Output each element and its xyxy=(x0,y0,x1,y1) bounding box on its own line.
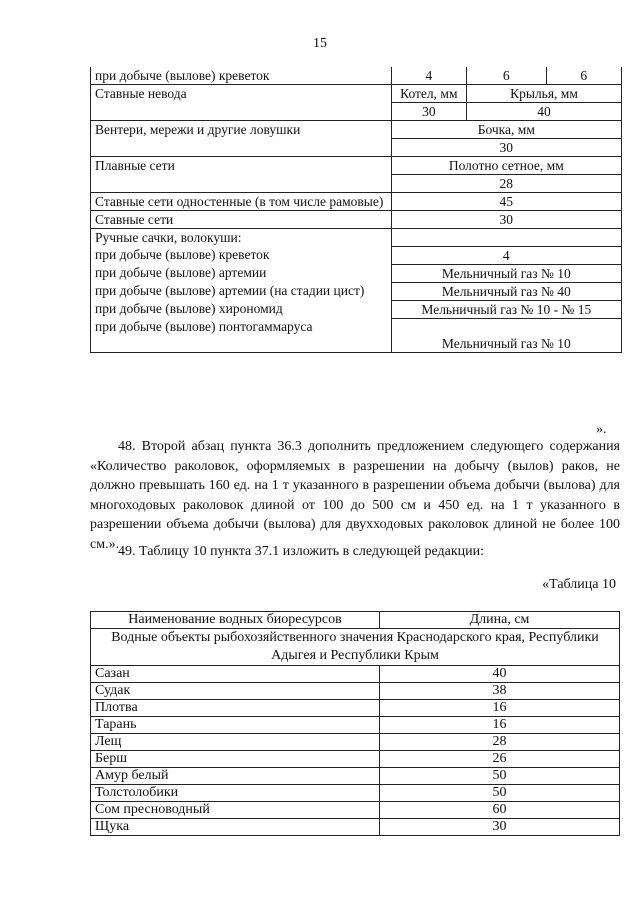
cell-value: 6 xyxy=(546,67,621,85)
table-row xyxy=(91,229,622,247)
gear-mesh-table xyxy=(90,67,622,353)
cell-value: 30 xyxy=(391,139,621,157)
table-row xyxy=(91,734,620,751)
cell-header: Бочка, мм xyxy=(391,121,621,139)
cell-empty xyxy=(391,229,621,247)
species-length: 16 xyxy=(380,717,620,734)
row-name: Ставные сети одностенные (в том числе рамовые) xyxy=(91,193,392,211)
paragraph-49: 49. Таблицу 10 пункта 37.1 изложить в следующей редакции: xyxy=(118,544,485,559)
header-length: Длина, см xyxy=(380,612,620,629)
cell-value: 40 xyxy=(467,103,622,121)
table-header-row xyxy=(91,612,620,629)
table-row xyxy=(91,819,620,836)
row-name: Ставные невода xyxy=(91,85,392,121)
cell-value: Мельничный газ № 10 - № 15 xyxy=(391,300,621,318)
cell-value: 4 xyxy=(391,246,621,264)
row-name: при добыче (вылове) креветок xyxy=(91,67,392,85)
row-name: при добыче (вылове) креветок xyxy=(91,246,392,264)
species-name: Сазан xyxy=(91,666,380,683)
species-length: 28 xyxy=(380,734,620,751)
table-row xyxy=(91,67,622,85)
species-name: Плотва xyxy=(91,700,380,717)
row-name: Ставные сети xyxy=(91,211,392,229)
species-length: 60 xyxy=(380,802,620,819)
table-row xyxy=(91,193,622,211)
species-length: 38 xyxy=(380,683,620,700)
row-name: при добыче (вылове) артемии xyxy=(91,264,392,282)
species-name: Сом пресноводный xyxy=(91,802,380,819)
cell-header: Крылья, мм xyxy=(467,85,622,103)
table-row xyxy=(91,264,622,282)
species-length: 26 xyxy=(380,751,620,768)
cell-value: 28 xyxy=(391,175,621,193)
table-row xyxy=(91,717,620,734)
species-length: 50 xyxy=(380,785,620,802)
table-row xyxy=(91,700,620,717)
cell-header: Полотно сетное, мм xyxy=(391,157,621,175)
cell-value: 6 xyxy=(467,67,547,85)
row-name: Плавные сети xyxy=(91,157,392,193)
cell-value: Мельничный газ № 10 xyxy=(391,318,621,353)
row-name: при добыче (вылове) хирономид xyxy=(91,300,392,318)
cell-value: 4 xyxy=(391,67,466,85)
species-length: 16 xyxy=(380,700,620,717)
paragraph-48: 48. Второй абзац пункта 36.3 дополнить предложением следующего содержания «Количество раколовок, оформляемых в разрешении на добычу (вылов) раков, не должно превышать 160 ед. на 1 т указанного в разрешении объема добычи (вылова) для многоходовых раколовок длиной от 100 до 500 см и 450 ед. на 1 т указанного в разрешении объема добычи (вылова) для двухходовых раколовок длиной не более 100 см.». xyxy=(90,439,620,552)
table-row xyxy=(91,282,622,300)
cell-value: 30 xyxy=(391,211,621,229)
species-length: 50 xyxy=(380,768,620,785)
species-name: Тарань xyxy=(91,717,380,734)
row-name: при добыче (вылове) понтогаммаруса xyxy=(91,318,392,353)
table-row xyxy=(91,300,622,318)
row-name: Вентери, мережи и другие ловушки xyxy=(91,121,392,157)
table-row xyxy=(91,683,620,700)
cell-value: 45 xyxy=(391,193,621,211)
cell-header: Котел, мм xyxy=(391,85,466,103)
table-row xyxy=(91,629,620,666)
species-length: 30 xyxy=(380,819,620,836)
page-number: 15 xyxy=(313,36,327,51)
table-10-body xyxy=(91,666,620,836)
row-name: при добыче (вылове) артемии (на стадии цист) xyxy=(91,282,392,300)
cell-value: 30 xyxy=(391,103,466,121)
species-name: Амур белый xyxy=(91,768,380,785)
species-name: Щука xyxy=(91,819,380,836)
table-10-title: «Таблица 10 xyxy=(542,577,616,592)
table-row xyxy=(91,666,620,683)
table-row xyxy=(91,85,622,103)
region-row: Водные объекты рыбохозяйственного значения Краснодарского края, Республики Адыгея и Республики Крым xyxy=(91,629,620,666)
closing-quote: ». xyxy=(596,422,607,437)
table-row xyxy=(91,768,620,785)
table-row xyxy=(91,246,622,264)
cell-value: Мельничный газ № 10 xyxy=(391,264,621,282)
species-name: Лещ xyxy=(91,734,380,751)
cell-value: Мельничный газ № 40 xyxy=(391,282,621,300)
species-length: 40 xyxy=(380,666,620,683)
table-row xyxy=(91,157,622,175)
table-row xyxy=(91,785,620,802)
table-row xyxy=(91,211,622,229)
species-name: Судак xyxy=(91,683,380,700)
table-row xyxy=(91,121,622,139)
row-name: Ручные сачки, волокуши: xyxy=(91,229,392,247)
table-row xyxy=(91,751,620,768)
table-row xyxy=(91,802,620,819)
table-row xyxy=(91,318,622,353)
species-name: Берш xyxy=(91,751,380,768)
species-name: Толстолобики xyxy=(91,785,380,802)
table-10 xyxy=(90,611,620,836)
header-name: Наименование водных биоресурсов xyxy=(91,612,380,629)
